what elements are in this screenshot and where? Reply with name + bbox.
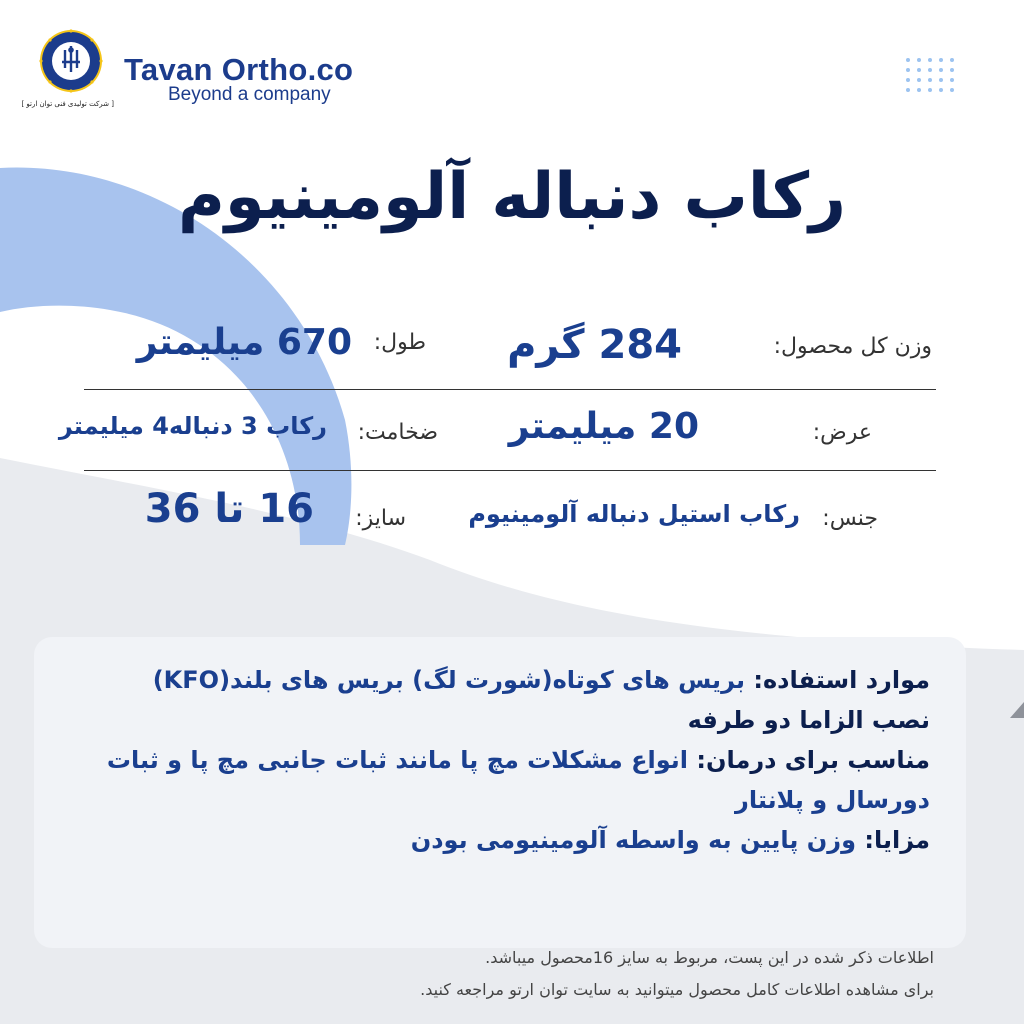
logo-caption: [ شرکت تولیدی فنی توان ارتو ] (21, 100, 114, 108)
treatment-line (84, 740, 930, 820)
thickness-value: رکاب 3 دنباله4 میلیمتر (58, 412, 327, 440)
usage-value: بریس های کوتاه(شورت لگ) بریس های بلند(KFO) (152, 666, 746, 694)
footer-note-1: اطلاعات ذکر شده در این پست، مربوط به سایز 16محصول میباشد. (485, 948, 934, 967)
length-label: طول: (373, 330, 426, 355)
weight-value: 284 گرم (507, 322, 682, 368)
footer-note-2: برای مشاهده اطلاعات کامل محصول میتوانید به سایت توان ارتو مراجعه کنید. (420, 980, 934, 999)
brand-name: Tavan Ortho.co (124, 52, 354, 87)
material-label: جنس: (822, 506, 878, 531)
page-title: رکاب دنباله آلومینیوم (178, 160, 846, 234)
benefits-line (84, 820, 930, 860)
treatment-label: مناسب برای درمان: (696, 746, 930, 774)
usage-label: موارد استفاده: (753, 666, 930, 694)
benefits-label: مزایا: (864, 826, 930, 854)
company-logo (38, 28, 104, 94)
width-label: عرض: (812, 420, 872, 445)
install-line: نصب الزاما دو طرفه (687, 706, 930, 734)
details-text (84, 660, 930, 860)
length-value: 670 میلیمتر (136, 322, 352, 363)
material-value: رکاب استیل دنباله آلومینیوم (468, 500, 800, 528)
size-label: سایز: (355, 506, 406, 531)
brand-tagline: Beyond a company (168, 84, 331, 105)
divider-1 (84, 389, 936, 390)
dot-grid-decoration (904, 56, 964, 96)
thickness-label: ضخامت: (357, 420, 438, 445)
weight-label: وزن کل محصول: (773, 334, 932, 359)
width-value: 20 میلیمتر (508, 406, 699, 447)
treatment-value: انواع مشکلات مچ پا مانند ثبات جانبی مچ پا و ثبات دورسال و پلانتار (106, 746, 930, 814)
benefits-value: وزن پایین به واسطه آلومینیومی بودن (410, 826, 856, 854)
divider-2 (84, 470, 936, 471)
size-value: 16 تا 36 (144, 486, 314, 532)
usage-line (84, 660, 930, 700)
